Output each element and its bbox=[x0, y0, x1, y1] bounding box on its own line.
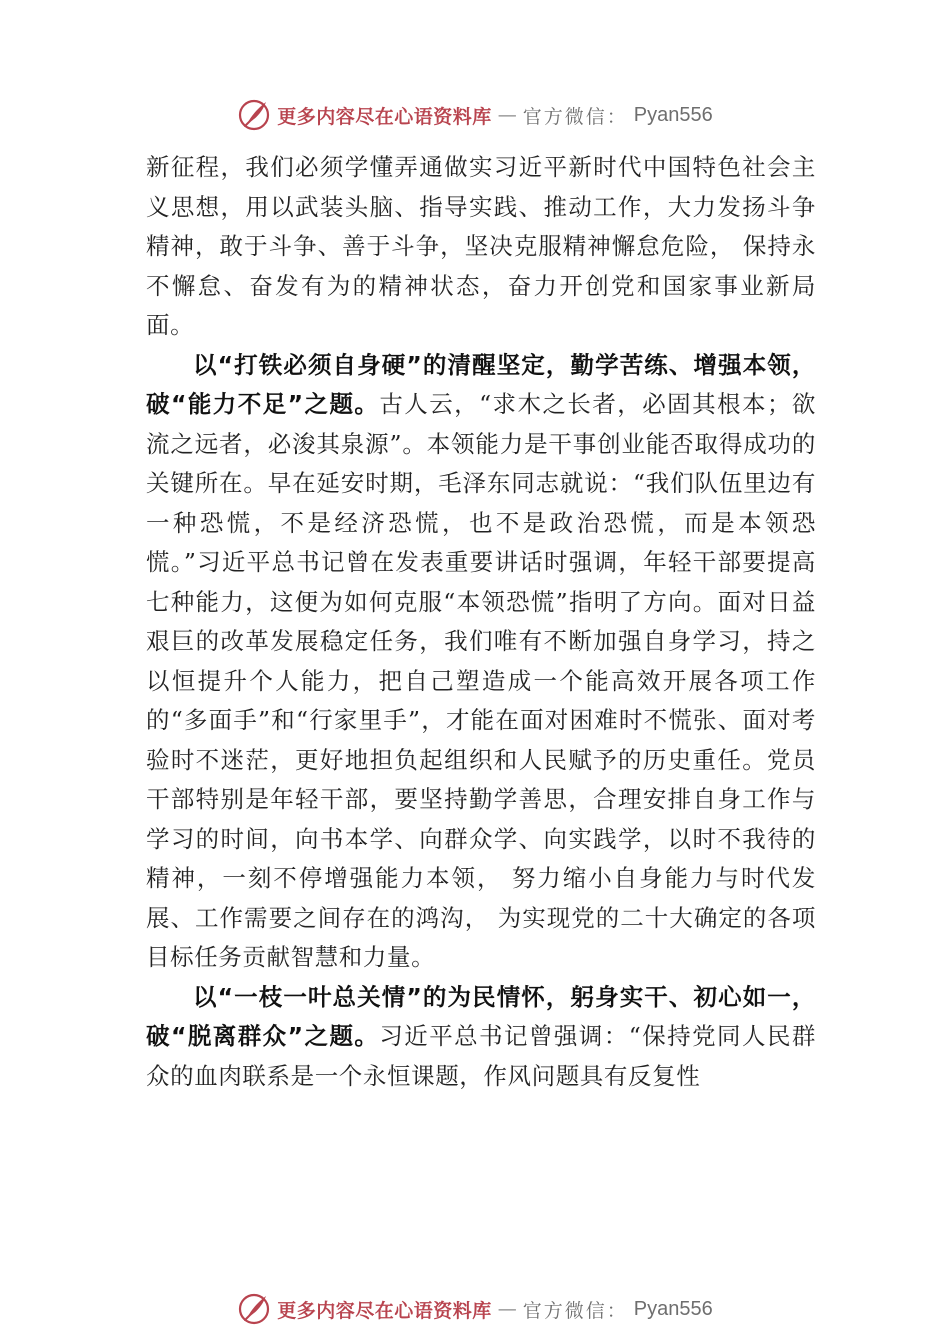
banner-wechat-label: 官方微信： bbox=[522, 1299, 628, 1322]
paragraph-3 bbox=[146, 978, 816, 1097]
document-body bbox=[146, 148, 816, 1096]
banner-dash: — bbox=[497, 104, 517, 126]
paragraph-2-lead: 以“打铁必须自身硬”的清醒坚定，勤学苦练、增强本领，破“能力不足”之题。 bbox=[146, 350, 816, 418]
banner-wechat-id: Pyan556 bbox=[633, 103, 713, 126]
feather-pen-icon bbox=[237, 98, 271, 132]
paragraph-2-body: 古人云，“求木之长者，必固其根本；欲流之远者，必浚其泉源”。本领能力是干事创业能否取得成功的关键所在。早在延安时期，毛泽东同志就说：“我们队伍里边有一种恐慌，不是经济恐慌，也不是政治恐慌，而是本领恐慌。”习近平总书记曾在发表重要讲话时强调，年轻干部要提高七种能力，这便为如何克服“本领恐慌”指明了方向。面对日益艰巨的改革发展稳定任务，我们唯有不断加强自身学习，持之以恒提升个人能力，把自己塑造成一个能高效开展各项工作的“多面手”和“行家里手”，才能在面对困难时不慌张、面对考验时不迷茫，更好地担负起组织和人民赋予的历史重任。党员干部特别是年轻干部，要坚持勤学善思，合理安排自身工作与学习的时间，向书本学、向群众学、向实践学，以时不我待的精神，一刻不停增强能力本领， 努力缩小自身能力与时代发展、工作需要之间存在的鸿沟， 为实现党的二十大确定的各项目标任务贡献智慧和力量。 bbox=[146, 390, 816, 971]
paragraph-3-lead: 以“一枝一叶总关情”的为民情怀，躬身实干、初心如一，破“脱离群众”之题。 bbox=[146, 982, 816, 1050]
footer-banner bbox=[0, 1289, 950, 1329]
paragraph-3-body: 习近平总书记曾强调：“保持党同人民群众的血肉联系是一个永恒课题，作风问题具有反复性 bbox=[146, 1022, 816, 1090]
paragraph-1-body: 新征程，我们必须学懂弄通做实习近平新时代中国特色社会主义思想，用以武装头脑、指导实践、推动工作，大力发扬斗争精神，敢于斗争、善于斗争，坚决克服精神懈怠危险， 保持永不懈怠、奋发有为的精神状态，奋力开创党和国家事业新局面。 bbox=[146, 153, 816, 339]
feather-pen-icon bbox=[237, 1292, 271, 1326]
header-banner bbox=[0, 95, 950, 135]
paragraph-1 bbox=[146, 148, 816, 346]
banner-brand-text: 更多内容尽在心语资料库 bbox=[277, 1299, 492, 1322]
banner-wechat-label: 官方微信： bbox=[522, 105, 628, 128]
banner-brand-text: 更多内容尽在心语资料库 bbox=[277, 105, 492, 128]
banner-wechat-id: Pyan556 bbox=[633, 1297, 713, 1320]
banner-dash: — bbox=[497, 1298, 517, 1320]
paragraph-2 bbox=[146, 346, 816, 978]
